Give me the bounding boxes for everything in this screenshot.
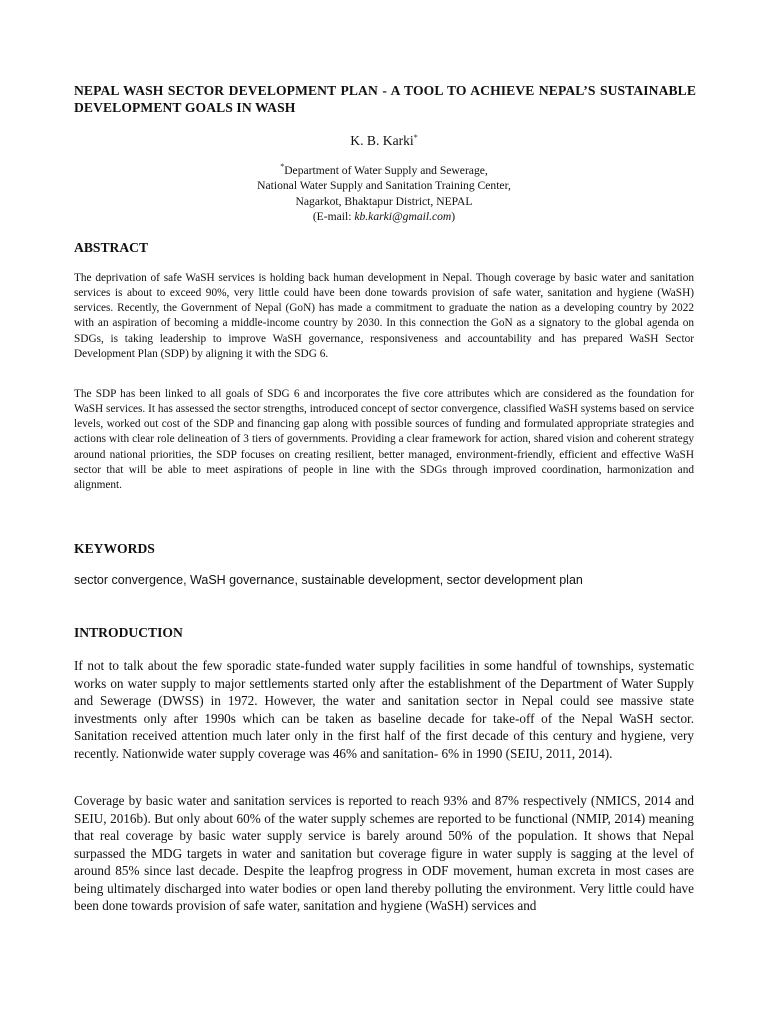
email-address[interactable]: kb.karki@gmail.com	[354, 209, 452, 223]
keywords-heading: KEYWORDS	[74, 541, 155, 556]
affiliation-dept-line	[0, 163, 768, 178]
affiliation-email-line	[0, 209, 768, 224]
introduction-paragraph-2: Coverage by basic water and sanitation services is reported to reach 93% and 87% respectively (NMICS, 2014 and SEIU, 2016b). But only about 60% of the water supply schemes are reported to be functional (NMIP, 2014) meaning that real coverage by basic water supply service is barely around 50% of the population. It shows that Nepal surpassed the MDG targets in water and sanitation but coverage figure in water supply is sagging at the level of around 85% since last decade. Despite the leapfrog progress in ODF movement, human excreta in most cases are being ultimately discharged into water bodies or open land thereby polluting the environment. Very little could have been done towards provision of safe water, sanitation and hygiene (WaSH) services and	[74, 793, 694, 913]
affiliation-dept: Department of Water Supply and Sewerage,	[284, 164, 488, 177]
affiliation-footnote-mark: *	[280, 162, 285, 171]
email-prefix: (E-mail:	[312, 209, 355, 223]
paper-title: NEPAL WASH SECTOR DEVELOPMENT PLAN - A TOOL TO ACHIEVE NEPAL’S SUSTAINABLE DEVELOPMENT GOALS IN WASH	[74, 83, 696, 115]
author-footnote-mark: *	[413, 133, 418, 142]
affiliation-block	[0, 163, 768, 224]
abstract-paragraph-2: The SDP has been linked to all goals of SDG 6 and incorporates the five core attributes which are considered as the foundation for WaSH services. It has assessed the sector strengths, introduced concept of sector convergence, classified WaSH systems based on service levels, worked out cost of the SDP and financing gap along with possible sources of funding and formulated appropriate strategies and actions with clear role delineation of 3 tiers of governments. Providing a clear framework for action, shared vision and coherent strategy around national priorities, the SDP focuses on creating resilient, better managed, environment-friendly, efficient and effective WaSH sector that will be able to meet aspirations of people in line with the SDGs through improved coordination, harmonization and alignment.	[74, 388, 694, 491]
keywords-text: sector convergence, WaSH governance, sustainable development, sector development plan	[74, 573, 583, 587]
introduction-heading: INTRODUCTION	[74, 625, 183, 640]
author-name: K. B. Karki	[350, 133, 414, 148]
introduction-paragraph-1: If not to talk about the few sporadic state-funded water supply facilities in some handful of townships, systematic works on water supply to major settlements started only after the establishment of the Department of Water Supply and Sewerage (DWSS) in 1972. However, the water and sanitation sector in Nepal could see massive state investments only after 1990s which can be taken as baseline decade for take-off of the Nepal WaSH sector. Sanitation received attention much later only in the first half of the first decade of this century and hygiene, very recently. Nationwide water supply coverage was 46% and sanitation- 6% in 1990 (SEIU, 2011, 2014).	[74, 658, 694, 761]
affiliation-location: Nagarkot, Bhaktapur District, NEPAL	[295, 194, 473, 208]
author-line	[0, 133, 768, 149]
abstract-heading: ABSTRACT	[74, 240, 149, 255]
affiliation-center: National Water Supply and Sanitation Training Center,	[257, 179, 511, 193]
email-suffix: )	[451, 209, 456, 223]
abstract-paragraph-1: The deprivation of safe WaSH services is holding back human development in Nepal. Though coverage by basic water and sanitation services is about to exceed 90%, very little could have been done towards provision of safe water, sanitation and hygiene (WaSH) services. Recently, the Government of Nepal (GoN) has made a commitment to graduate the nation as a developing country by 2022 with an aspiration of becoming a middle-income country by 2030. In this connection the GoN as a signatory to the global agenda on SDGs, is taking leadership to improve WaSH governance, responsiveness and accountability and has prepared WaSH Sector Development Plan (SDP) by aligning it with the SDG 6.	[74, 272, 694, 360]
